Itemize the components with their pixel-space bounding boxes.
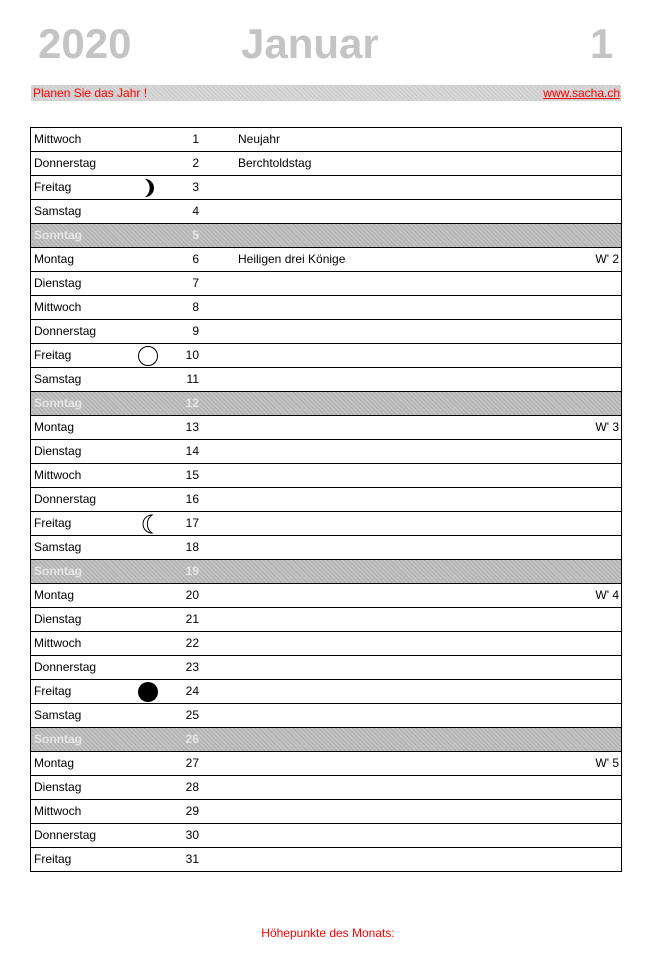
calendar-row (31, 152, 621, 176)
weekday-cell: Freitag (34, 852, 72, 866)
calendar-row (31, 320, 621, 344)
calendar-row (31, 368, 621, 392)
weekday-cell: Dienstag (34, 444, 82, 458)
weekday-cell: Samstag (34, 540, 82, 554)
calendar-row (31, 392, 621, 416)
weekday-cell: Freitag (34, 180, 72, 194)
calendar-row (31, 656, 621, 680)
subheader-bar (31, 85, 621, 101)
date-cell: 8 (192, 300, 199, 314)
weekday-cell: Freitag (34, 684, 72, 698)
calendar-row (31, 416, 621, 440)
week-number-cell: W' 5 (595, 756, 619, 770)
calendar-row (31, 704, 621, 728)
date-cell: 20 (185, 588, 199, 602)
calendar-row (31, 488, 621, 512)
date-cell: 3 (192, 180, 199, 194)
weekday-cell: Montag (34, 588, 75, 602)
calendar-row (31, 296, 621, 320)
date-cell: 19 (185, 564, 199, 578)
calendar-row (31, 200, 621, 224)
weekday-cell: Sonntag (34, 228, 82, 242)
month-title: Januar (241, 20, 379, 67)
weekday-cell: Dienstag (34, 612, 82, 626)
calendar-row (31, 272, 621, 296)
date-cell: 25 (185, 708, 199, 722)
date-cell: 5 (192, 228, 199, 242)
website-link[interactable]: www.sacha.ch (543, 86, 620, 100)
week-number-cell: W' 4 (595, 588, 619, 602)
date-cell: 24 (185, 684, 199, 698)
tagline: Planen Sie das Jahr ! (33, 86, 148, 100)
weekday-cell: Freitag (34, 516, 72, 530)
calendar-row (31, 728, 621, 752)
date-cell: 7 (192, 276, 199, 290)
weekday-cell: Donnerstag (34, 492, 97, 506)
date-cell: 31 (185, 852, 199, 866)
calendar-row (31, 464, 621, 488)
week-number-cell: W' 2 (595, 252, 619, 266)
calendar-row (31, 224, 621, 248)
date-cell: 17 (185, 516, 199, 530)
calendar-row (31, 128, 621, 152)
weekday-cell: Samstag (34, 204, 82, 218)
event-cell: Berchtoldstag (238, 156, 312, 170)
weekday-cell: Dienstag (34, 276, 82, 290)
weekday-cell: Sonntag (34, 732, 82, 746)
calendar-row (31, 608, 621, 632)
event-cell: Heiligen drei Könige (238, 252, 346, 266)
calendar-table (30, 127, 622, 872)
calendar-row (31, 584, 621, 608)
weekday-cell: Donnerstag (34, 324, 97, 338)
date-cell: 9 (192, 324, 199, 338)
date-cell: 13 (185, 420, 199, 434)
weekday-cell: Sonntag (34, 396, 82, 410)
calendar-row (31, 824, 621, 848)
year-title: 2020 (38, 20, 132, 67)
date-cell: 4 (192, 204, 199, 218)
weekday-cell: Mittwoch (34, 804, 82, 818)
calendar-row (31, 344, 621, 368)
date-cell: 28 (185, 780, 199, 794)
date-cell: 6 (192, 252, 199, 266)
weekday-cell: Donnerstag (34, 660, 97, 674)
full-moon-icon (137, 345, 159, 367)
calendar-row (31, 632, 621, 656)
date-cell: 12 (185, 396, 199, 410)
calendar-row (31, 536, 621, 560)
date-cell: 11 (186, 372, 199, 386)
calendar-row (31, 560, 621, 584)
date-cell: 29 (185, 804, 199, 818)
weekday-cell: Montag (34, 756, 75, 770)
weekday-cell: Mittwoch (34, 300, 82, 314)
weekday-cell: Donnerstag (34, 828, 97, 842)
last-quarter-moon-icon (137, 513, 159, 535)
date-cell: 26 (185, 732, 199, 746)
calendar-row (31, 512, 621, 536)
calendar-row (31, 248, 621, 272)
calendar-row (31, 752, 621, 776)
calendar-row (31, 776, 621, 800)
weekday-cell: Mittwoch (34, 468, 82, 482)
weekday-cell: Mittwoch (34, 132, 82, 146)
weekday-cell: Mittwoch (34, 636, 82, 650)
event-cell: Neujahr (238, 132, 281, 146)
month-number: 1 (590, 20, 614, 67)
date-cell: 14 (185, 444, 199, 458)
weekday-cell: Sonntag (34, 564, 82, 578)
weekday-cell: Samstag (34, 708, 82, 722)
weekday-cell: Donnerstag (34, 156, 97, 170)
date-cell: 1 (192, 132, 199, 146)
calendar-row (31, 680, 621, 704)
date-cell: 21 (185, 612, 199, 626)
calendar-row (31, 176, 621, 200)
weekday-cell: Freitag (34, 348, 72, 362)
date-cell: 23 (185, 660, 199, 674)
date-cell: 22 (185, 636, 199, 650)
date-cell: 18 (185, 540, 199, 554)
date-cell: 15 (185, 468, 199, 482)
date-cell: 2 (192, 156, 199, 170)
weekday-cell: Montag (34, 252, 75, 266)
new-moon-icon (137, 681, 159, 703)
date-cell: 10 (185, 348, 199, 362)
first-quarter-moon-icon (137, 177, 159, 199)
calendar-row (31, 848, 621, 871)
date-cell: 30 (185, 828, 199, 842)
week-number-cell: W' 3 (595, 420, 619, 434)
calendar-row (31, 440, 621, 464)
calendar-row (31, 800, 621, 824)
weekday-cell: Dienstag (34, 780, 82, 794)
date-cell: 16 (185, 492, 199, 506)
weekday-cell: Montag (34, 420, 75, 434)
date-cell: 27 (185, 756, 199, 770)
highlights-label: Höhepunkte des Monats: (261, 926, 395, 940)
weekday-cell: Samstag (34, 372, 82, 386)
